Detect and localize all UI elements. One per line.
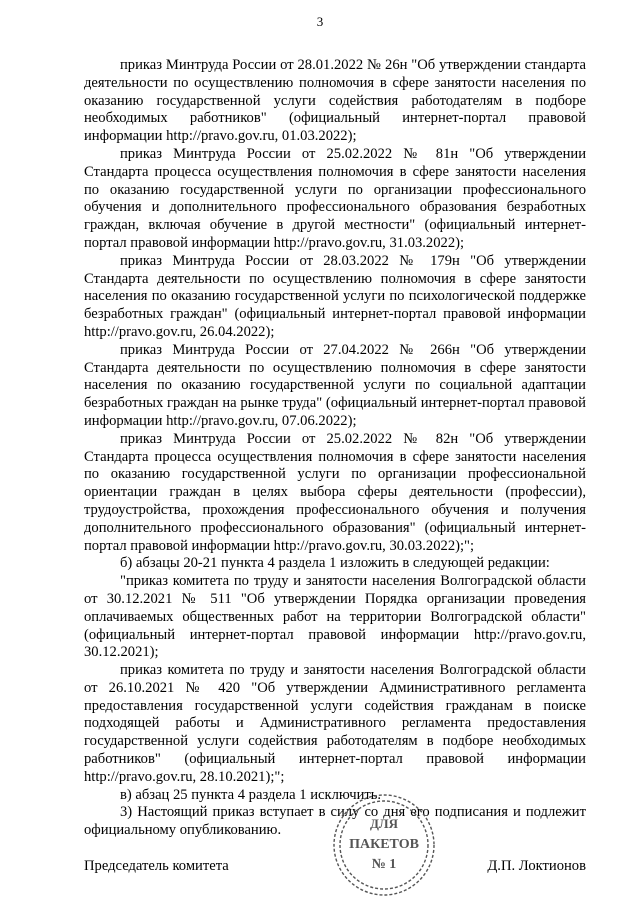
paragraph-item-3: 3) Настоящий приказ вступает в силу со дня его подписания и подлежит официальному опубликованию. xyxy=(84,804,586,839)
stamp-seal xyxy=(329,790,439,900)
page-number: 3 xyxy=(316,14,324,29)
paragraph-item-v: в) абзац 25 пункта 4 раздела 1 исключить. xyxy=(120,786,382,803)
stamp-line-2: ПАКЕТОВ xyxy=(349,837,419,852)
document-body xyxy=(84,57,586,840)
paragraph-order-511: "приказ комитета по труду и занятости населения Волгоградской области от 30.12.2021 № 511 "Об утверждении Порядка организации проведения оплачиваемых общественных работ на территории Волгоградской области" (официальный интернет-портал правовой информации http://pravo.gov.ru, 30.12.2021); xyxy=(84,573,586,661)
paragraph-order-420: приказ комитета по труду и занятости населения Волгоградской области от 26.10.2021 № 420 "Об утверждении Административного регламента предоставления государственной услуги содействия гражданам в поиске подходящей работы и Административного регламента предоставления государственной услуги содействия работодателям в подборе необходимых работников" (официальный интернет-портал правовой информации http://pravo.gov.ru, 28.10.2021);"; xyxy=(84,662,586,785)
paragraph-order-26n: приказ Минтруда России от 28.01.2022 № 26н "Об утверждении стандарта деятельности по осуществлению полномочия в сфере занятости населения по оказанию государственной услуги содействия работодателям в подборе необходимых работников" (официальный интернет-портал правовой информации http://pravo.gov.ru, 01.03.2022); xyxy=(84,57,586,145)
stamp-line-1: ДЛЯ xyxy=(369,816,399,831)
paragraph-order-179n: приказ Минтруда России от 28.03.2022 № 179н "Об утверждении Стандарта деятельности по осуществлению полномочия в сфере занятости населения по оказанию государственной услуги по психологической поддержке безработных граждан" (официальный интернет-портал правовой информации http://pravo.gov.ru, 26.04.2022); xyxy=(84,252,586,340)
paragraph-order-82n: приказ Минтруда России от 25.02.2022 № 82н "Об утверждении Стандарта процесса осуществления полномочия в сфере занятости населения по оказанию государственной услуги по организации профессиональной ориентации граждан в целях выбора сферы деятельности (профессии), трудоустройства, прохождения профессионального обучения и получения дополнительного профессионального образования" (официальный интернет-портал правовой информации http://pravo.gov.ru, 30.03.2022);"; xyxy=(84,430,586,554)
paragraph-order-266n: приказ Минтруда России от 27.04.2022 № 266н "Об утверждении Стандарта деятельности по осуществлению полномочия в сфере занятости населения по оказанию государственной услуги по социальной адаптации безработных граждан на рынке труда" (официальный интернет-портал правовой информации http://pravo.gov.ru, 07.06.2022); xyxy=(84,341,586,429)
paragraph-order-81n: приказ Минтруда России от 25.02.2022 № 81н "Об утверждении Стандарта процесса осуществления полномочия в сфере занятости населения по оказанию государственной услуги по организации профессионального обучения и дополнительного профессионального образования безработных граждан, включая обучение в другой местности" (официальный интернет-портал правовой информации http://pravo.gov.ru, 31.03.2022); xyxy=(84,145,586,251)
stamp-line-3: № 1 xyxy=(371,857,397,872)
signatory-name: Д.П. Локтионов xyxy=(487,858,586,874)
paragraph-item-b: б) абзацы 20-21 пункта 4 раздела 1 изложить в следующей редакции: xyxy=(120,555,550,572)
signatory-title: Председатель комитета xyxy=(84,858,229,874)
